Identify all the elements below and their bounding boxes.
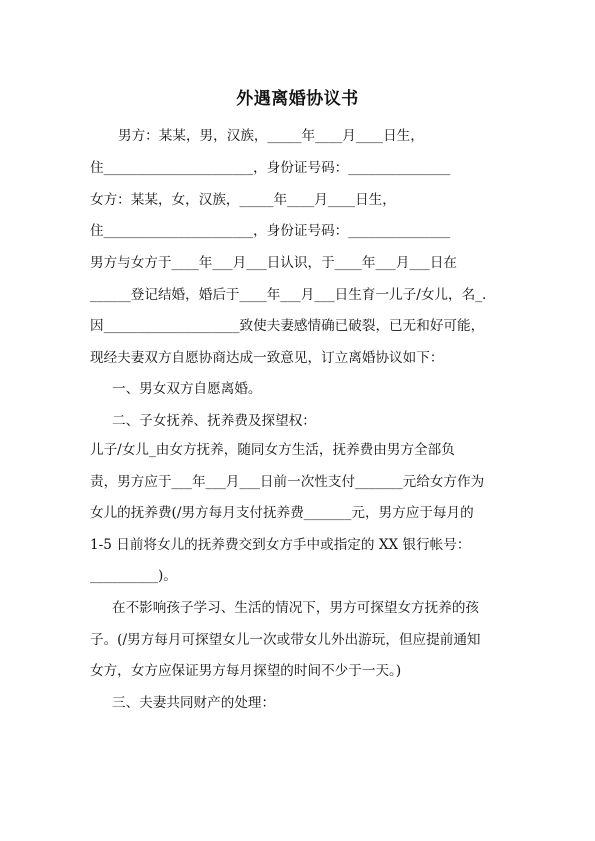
paragraph-line: 责，男方应于___年___月___日前一次性支付_______元给女方作为 bbox=[90, 474, 485, 490]
paragraph-line: 1-5 日前将女儿的抚养费交到女方手中或指定的 XX 银行帐号： bbox=[90, 537, 471, 553]
paragraph-line: 子。(/男方每月可探望女儿一次或带女儿外出游玩，但应提前通知 bbox=[90, 632, 481, 648]
paragraph-line: ______登记结婚，婚后于____年___月___日生育一儿子/女儿，名_. bbox=[90, 287, 487, 303]
paragraph-line: 住______________________，身份证号码：_______________ bbox=[90, 223, 451, 239]
paragraph-line: 在不影响孩子学习、生活的情况下，男方可探望女方抚养的孩 bbox=[112, 600, 480, 616]
section-heading: 二、子女抚养、抚养费及探望权： bbox=[112, 413, 316, 429]
paragraph-line: 女方：某某，女，汉族，_____年____月____日生， bbox=[90, 192, 396, 208]
section-heading: 三、夫妻共同财产的处理： bbox=[112, 695, 276, 711]
paragraph-line: 女儿的抚养费(/男方每月支付抚养费_______元，男方应于每月的 bbox=[90, 505, 474, 521]
paragraph-line: 女方，女方应保证男方每月探望的时间不少于一天。) bbox=[90, 663, 402, 679]
paragraph-line: 住______________________，身份证号码：_______________ bbox=[90, 160, 451, 176]
paragraph-line: __________)。 bbox=[90, 568, 177, 584]
paragraph-line: 因____________________致使夫妻感情确已破裂，已无和好可能， bbox=[90, 318, 485, 334]
paragraph-line: 男方：某某，男，汉族，_____年____月____日生， bbox=[118, 128, 424, 144]
paragraph-line: 现经夫妻双方自愿协商达成一致意见，订立离婚协议如下： bbox=[90, 350, 444, 366]
paragraph-line: 男方与女方于____年___月___日认识，于____年___月___日在 bbox=[90, 255, 458, 271]
paragraph-line: 儿子/女儿_由女方抚养，随同女方生活，抚养费由男方全部负 bbox=[90, 442, 455, 458]
section-heading: 一、男女双方自愿离婚。 bbox=[112, 381, 262, 397]
document-title: 外遇离婚协议书 bbox=[236, 89, 359, 109]
